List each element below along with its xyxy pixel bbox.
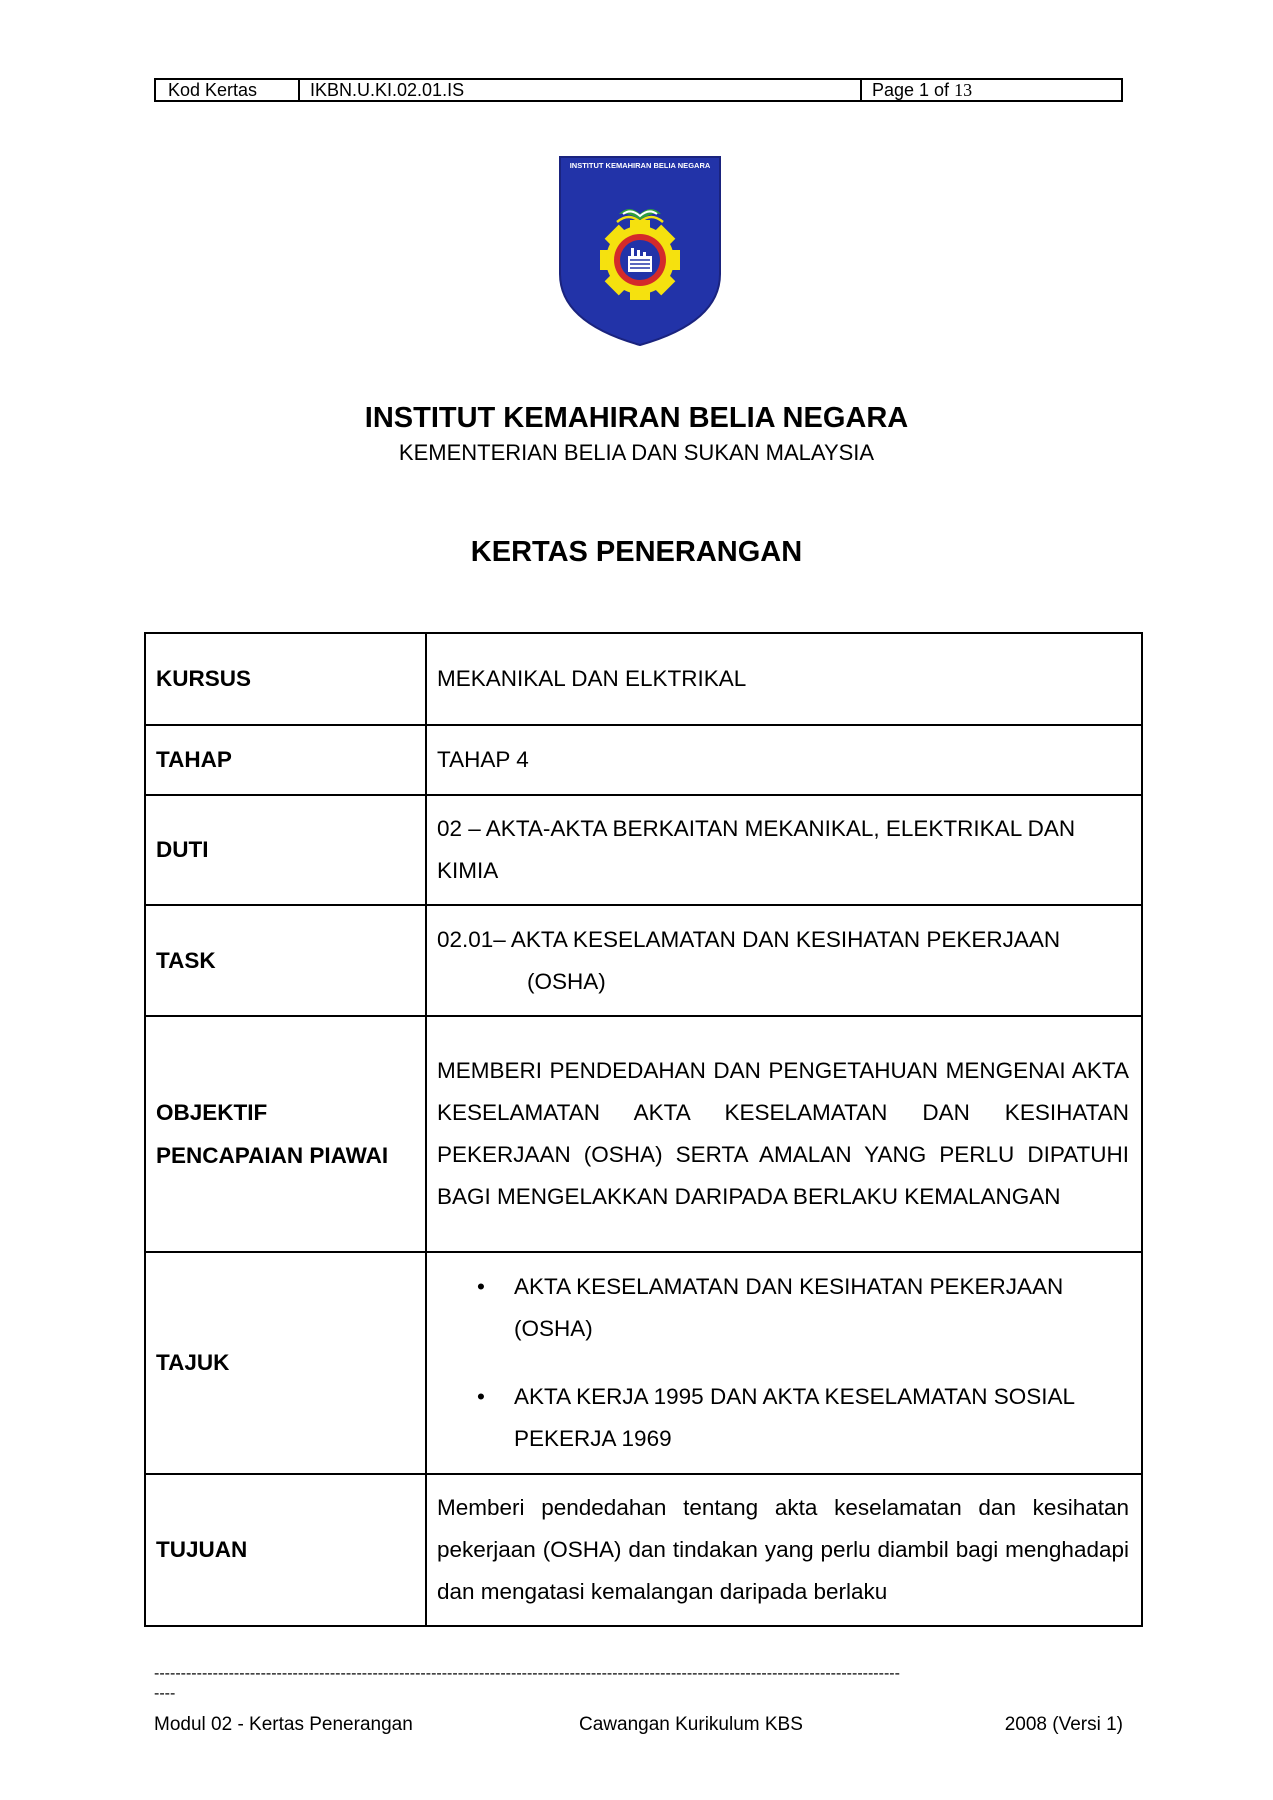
header-box (154, 78, 1123, 102)
kod-kertas-label: Kod Kertas (156, 80, 300, 100)
footer-module: Modul 02 - Kertas Penerangan (154, 1714, 413, 1735)
tajuk-label: TAJUK (145, 1252, 426, 1474)
objektif-label-line-1: OBJEKTIF (156, 1100, 268, 1125)
document-type-title: KERTAS PENERANGAN (470, 536, 803, 568)
tajuk-list (437, 1266, 1129, 1460)
table-row-tujuan (145, 1474, 1142, 1626)
table-row-kursus (145, 633, 1142, 725)
footer-department: Cawangan Kurikulum KBS (579, 1714, 803, 1735)
table-row-tajuk (145, 1252, 1142, 1474)
ikbn-logo (559, 156, 721, 346)
table-row-tahap (145, 725, 1142, 795)
task-label: TASK (145, 905, 426, 1016)
table-row-objektif (145, 1016, 1142, 1252)
list-item (437, 1266, 1129, 1350)
duti-label: DUTI (145, 795, 426, 905)
objektif-value: MEMBERI PENDEDAHAN DAN PENGETAHUAN MENGENAI AKTA KESELAMATAN AKTA KESELAMATAN DAN KESIHATAN PEKERJAAN (OSHA) SERTA AMALAN YANG PERLU DIPATUHI BAGI MENGELAKKAN DARIPADA BERLAKU KEMALANGAN (426, 1016, 1142, 1252)
objektif-label (145, 1016, 426, 1252)
kursus-label: KURSUS (145, 633, 426, 725)
ministry-subtitle: KEMENTERIAN BELIA DAN SUKAN MALAYSIA (398, 440, 875, 465)
kod-kertas-value: IKBN.U.KI.02.01.IS (300, 80, 862, 100)
footer-dashes: -------------------------------------------------------------------------------------------------------------------------------------------- (154, 1665, 900, 1682)
institute-title: INSTITUT KEMAHIRAN BELIA NEGARA (364, 402, 909, 434)
logo-banner-text: INSTITUT KEMAHIRAN BELIA NEGARA (569, 161, 711, 170)
page-indicator (862, 80, 1121, 100)
task-line-1: 02.01– AKTA KESELAMATAN DAN KESIHATAN PEKERJAAN (437, 926, 1061, 952)
bullet-icon: • (477, 1274, 485, 1299)
tajuk-item-text: AKTA KERJA 1995 DAN AKTA KESELAMATAN SOSIAL PEKERJA 1969 (514, 1384, 1075, 1451)
tajuk-value (426, 1252, 1142, 1474)
list-item (437, 1376, 1129, 1460)
duti-value: 02 – AKTA-AKTA BERKAITAN MEKANIKAL, ELEKTRIKAL DAN KIMIA (426, 795, 1142, 905)
table-row-task (145, 905, 1142, 1016)
task-value (426, 905, 1142, 1016)
tajuk-item-text: AKTA KESELAMATAN DAN KESIHATAN PEKERJAAN (OSHA) (514, 1274, 1064, 1341)
tahap-value: TAHAP 4 (426, 725, 1142, 795)
page-prefix: Page 1 of (872, 80, 955, 100)
task-line-2: (OSHA) (527, 968, 606, 994)
footer-dashes-continued: ---- (154, 1685, 176, 1702)
footer-version: 2008 (Versi 1) (1004, 1714, 1123, 1735)
page-total: 13 (954, 80, 973, 100)
table-row-duti (145, 795, 1142, 905)
bullet-icon: • (477, 1384, 485, 1409)
info-table (144, 632, 1143, 1627)
kursus-value: MEKANIKAL DAN ELKTRIKAL (426, 633, 1142, 725)
tujuan-label: TUJUAN (145, 1474, 426, 1626)
tahap-label: TAHAP (145, 725, 426, 795)
tujuan-value: Memberi pendedahan tentang akta keselamatan dan kesihatan pekerjaan (OSHA) dan tindakan yang perlu diambil bagi menghadapi dan mengatasi kemalangan daripada berlaku (426, 1474, 1142, 1626)
objektif-label-line-2: PENCAPAIAN PIAWAI (156, 1143, 389, 1168)
